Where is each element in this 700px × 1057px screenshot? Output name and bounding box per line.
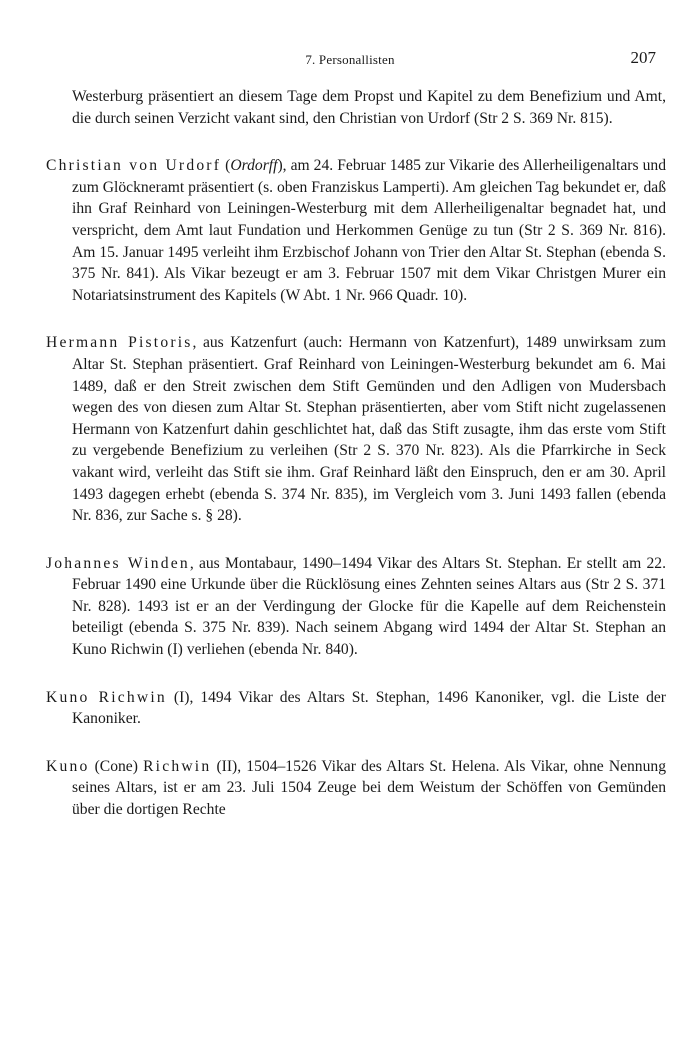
entry-name: Johannes Winden xyxy=(46,554,190,572)
entry-hermann-pistoris xyxy=(46,332,666,526)
entry-kuno-richwin-2 xyxy=(46,756,666,821)
entry-name-variant: Ordorff xyxy=(230,157,278,175)
entry-text: (II), 1504–1526 Vikar des Altars St. Helena. Als Vikar, ohne Nennung seines Altars, ist er am 23. Juli 1504 Zeuge bei dem Weistum der Schöffen von Gemünden über die dortigen Rechte xyxy=(72,757,666,819)
entry-name: Kuno xyxy=(46,757,90,775)
page-header xyxy=(40,46,660,70)
entry-name-surname: Richwin xyxy=(143,757,212,775)
entry-text: , aus Katzenfurt (auch: Hermann von Katzenfurt), 1489 unwirksam zum Altar St. Stephan präsentiert. Graf Reinhard von Leiningen-Westerburg bekundet am 6. Mai 1489, daß er den Streit zwischen dem Stift Gemünden und den Adligen von Mudersbach wegen des von diesen zum Altar St. Stephan präsentierten, aber vom Stift nicht zugelassenen Hermann von Katzenfurt dahin geschlichtet hat, daß das Stift zusagte, ihm das erste vom Stift zu vergebende Benefizium zu verleihen (Str 2 S. 370 Nr. 823). Als die Pfarrkirche in Seck vakant wird, verleiht das Stift sie ihm. Graf Reinhard läßt den Einspruch, den er am 30. April 1493 dagegen erhebt (ebenda S. 374 Nr. 835), im Vergleich vom 3. Juni 1493 fallen (ebenda Nr. 836, zur Sache s. § 28). xyxy=(72,334,667,525)
entry-name-middle: (Cone) xyxy=(89,757,144,775)
entry-text: ), am 24. Februar 1485 zur Vikarie des Allerheiligenaltars und zum Glöckneramt präsentiert (s. oben Franziskus Lamperti). Am gleichen Tag bekundet er, daß ihn Graf Reinhard von Leiningen-Westerburg mit dem Allerheiligenaltar begnadet hat, und verspricht, dem Amt laut Fundation und Herkommen Genüge zu tun (Str 2 S. 369 Nr. 816). Am 15. Januar 1495 verleiht ihm Erzbischof Johann von Trier den Altar St. Stephan (ebenda S. 375 Nr. 841). Als Vikar bezeugt er am 3. Februar 1507 mit dem Vikar Christgen Murer ein Notariatsinstrument des Kapitels (W Abt. 1 Nr. 966 Quadr. 10). xyxy=(72,157,667,304)
entry-text: ( xyxy=(221,157,231,175)
entry-name: Kuno Richwin xyxy=(46,688,167,706)
entry-text: (I), 1494 Vikar des Altars St. Stephan, 1496 Kanoniker, vgl. die Liste der Kanoniker. xyxy=(72,688,666,728)
entry-name: Hermann Pistoris xyxy=(46,334,193,352)
page-number: 207 xyxy=(630,48,656,67)
entry-johannes-winden xyxy=(46,553,666,661)
running-head: 7. Personallisten xyxy=(305,52,395,67)
entry-text: , aus Montabaur, 1490–1494 Vikar des Altars St. Stephan. Er stellt am 22. Februar 1490 eine Urkunde über die Rücklösung eines Zehnten seines Altars aus (Str 2 S. 371 Nr. 828). 1493 ist er an der Verdingung der Glocke für die Kapelle auf dem Reichenstein beteiligt (ebenda S. 375 Nr. 839). Nach seinem Abgang wird 1494 der Altar St. Stephan an Kuno Richwin (I) verliehen (ebenda Nr. 840). xyxy=(72,554,666,659)
entry-continuation xyxy=(46,86,666,129)
entry-text: Westerburg präsentiert an diesem Tage dem Propst und Kapitel zu dem Benefizium und Amt, die durch seinen Verzicht vakant sind, den Christian von Urdorf (Str 2 S. 369 Nr. 815). xyxy=(72,88,666,127)
main-text xyxy=(46,86,666,847)
entry-christian-von-urdorf xyxy=(46,155,666,306)
entry-name: Christian von Urdorf xyxy=(46,157,222,175)
entry-kuno-richwin-1 xyxy=(46,687,666,730)
